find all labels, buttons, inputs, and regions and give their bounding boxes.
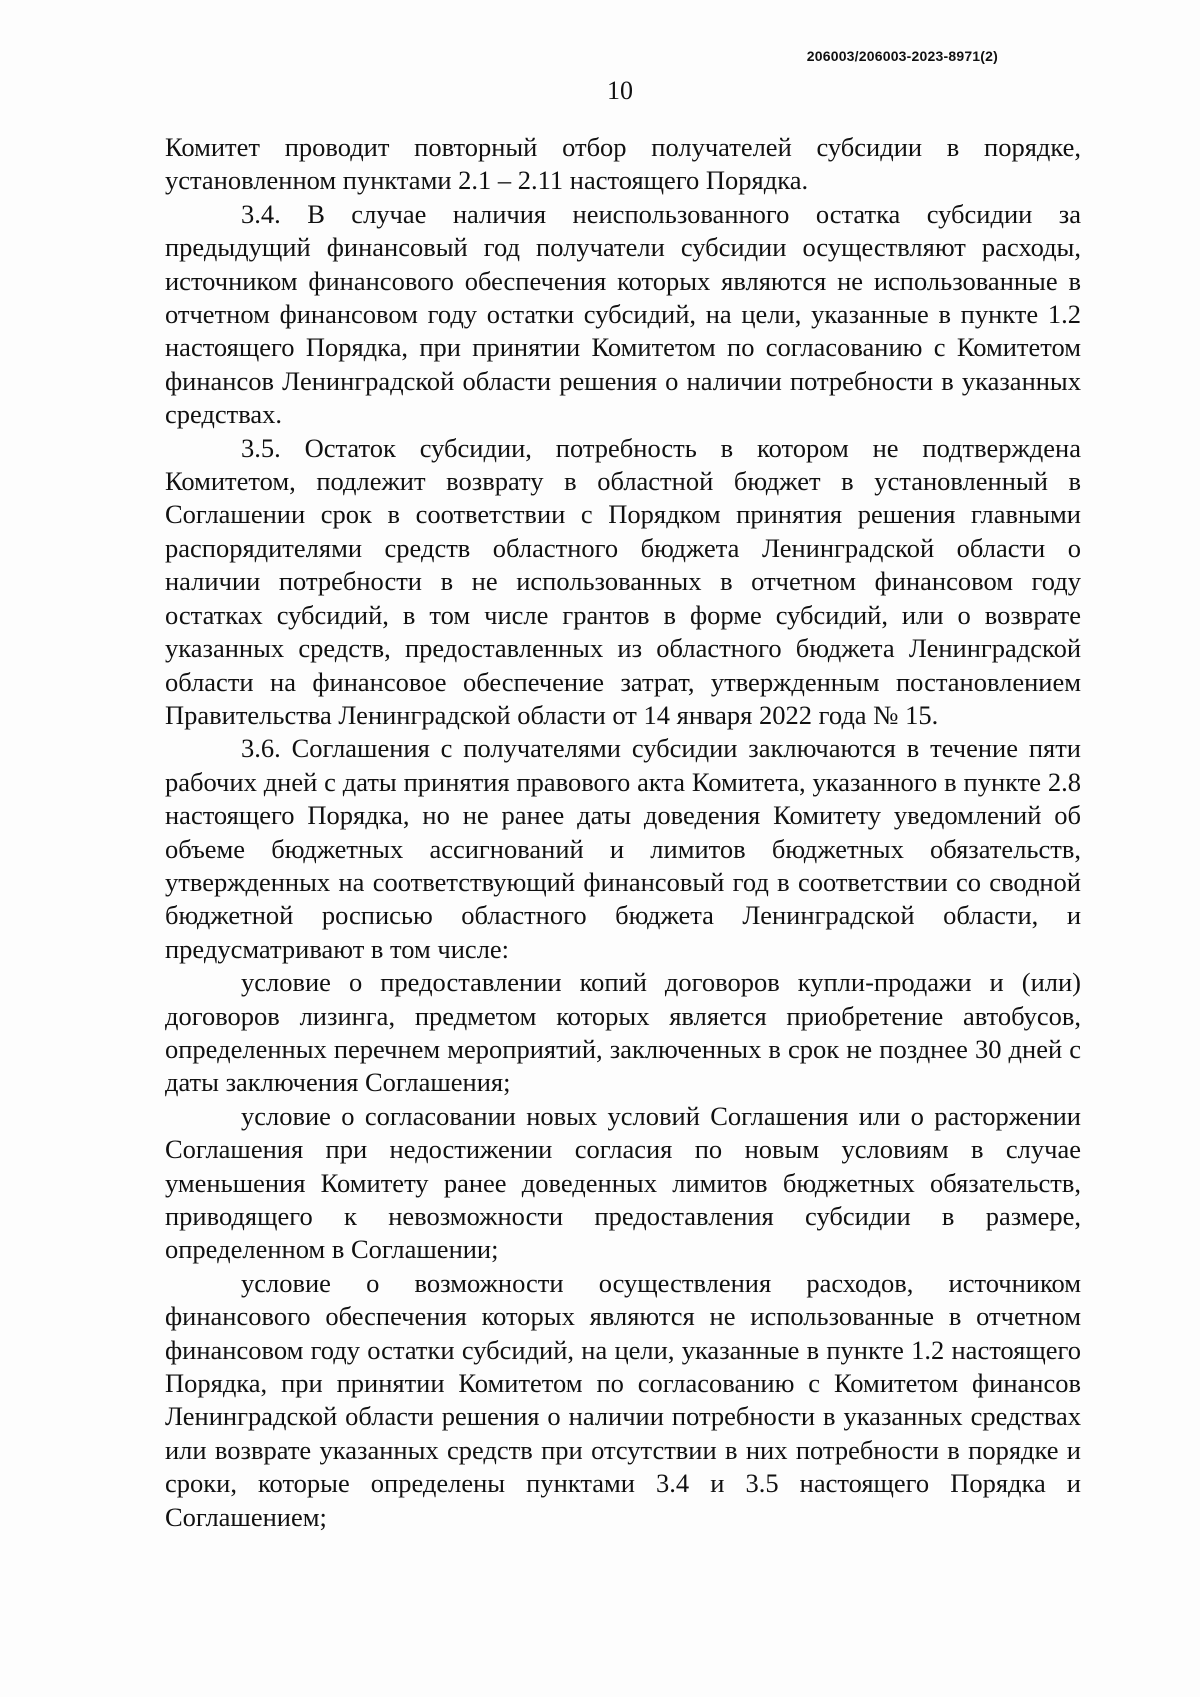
page-number: 10 xyxy=(607,76,633,105)
condition-expenses-remainder: условие о возможности осуществления расходов, источником финансового обеспечения которых являются не использованные в отчетном финансовом году остатки субсидий, на цели, указанные в пункте 1.2 настоящего Порядка, при принятии Комитетом по согласованию с Комитетом финансов Ленинградской области решения о наличии потребности в указанных средствах или возврате указанных средств при отсутствии в них потребности в порядке и сроки, которые определены пунктами 3.4 и 3.5 настоящего Порядка и Соглашением; xyxy=(165,1267,1081,1532)
paragraph-3-4: 3.4. В случае наличия неиспользованного остатка субсидии за предыдущий финансовый год получатели субсидии осуществляют расходы, источником финансового обеспечения которых являются не использованные в отчетном финансовом году остатки субсидий, на цели, указанные в пункте 1.2 настоящего Порядка, при принятии Комитетом по согласованию с Комитетом финансов Ленинградской области решения о наличии потребности в указанных средствах. xyxy=(165,198,1081,430)
paragraph-3-6: 3.6. Соглашения с получателями субсидии заключаются в течение пяти рабочих дней с даты принятия правового акта Комитета, указанного в пункте 2.8 настоящего Порядка, но не ранее даты доведения Комитету уведомлений об объеме бюджетных ассигнований и лимитов бюджетных обязательств, утвержденных на соответствующий финансовый год в соответствии со сводной бюджетной росписью областного бюджета Ленинградской области, и предусматривают в том числе: xyxy=(165,733,1081,964)
condition-new-terms: условие о согласовании новых условий Соглашения или о расторжении Соглашения при недостижении согласия по новым условиям в случае уменьшения Комитету ранее доведенных лимитов бюджетных обязательств, приводящего к невозможности предоставления субсидии в размере, определенном в Соглашении; xyxy=(165,1100,1081,1265)
condition-contract-copies: условие о предоставлении копий договоров купли-продажи и (или) договоров лизинга, предметом которых является приобретение автобусов, определенных перечнем мероприятий, заключенных в срок не позднее 30 дней с даты заключения Соглашения; xyxy=(165,967,1081,1098)
document-registration-number: 206003/206003-2023-8971(2) xyxy=(806,48,998,64)
document-body xyxy=(165,131,1081,1534)
paragraph-continuation: Комитет проводит повторный отбор получателей субсидии в порядке, установленном пунктами 2.1 – 2.11 настоящего Порядка. xyxy=(165,132,1081,196)
paragraph-3-5: 3.5. Остаток субсидии, потребность в котором не подтверждена Комитетом, подлежит возврату в областной бюджет в установленный в Соглашении срок в соответствии с Порядком принятия решения главными распорядителями средств областного бюджета Ленинградской области о наличии потребности в не использованных в отчетном финансовом году остатках субсидий, в том числе грантов в форме субсидий, или о возврате указанных средств, предоставленных из областного бюджета Ленинградской области на финансовое обеспечение затрат, утвержденным постановлением Правительства Ленинградской области от 14 января 2022 года № 15. xyxy=(165,432,1081,730)
